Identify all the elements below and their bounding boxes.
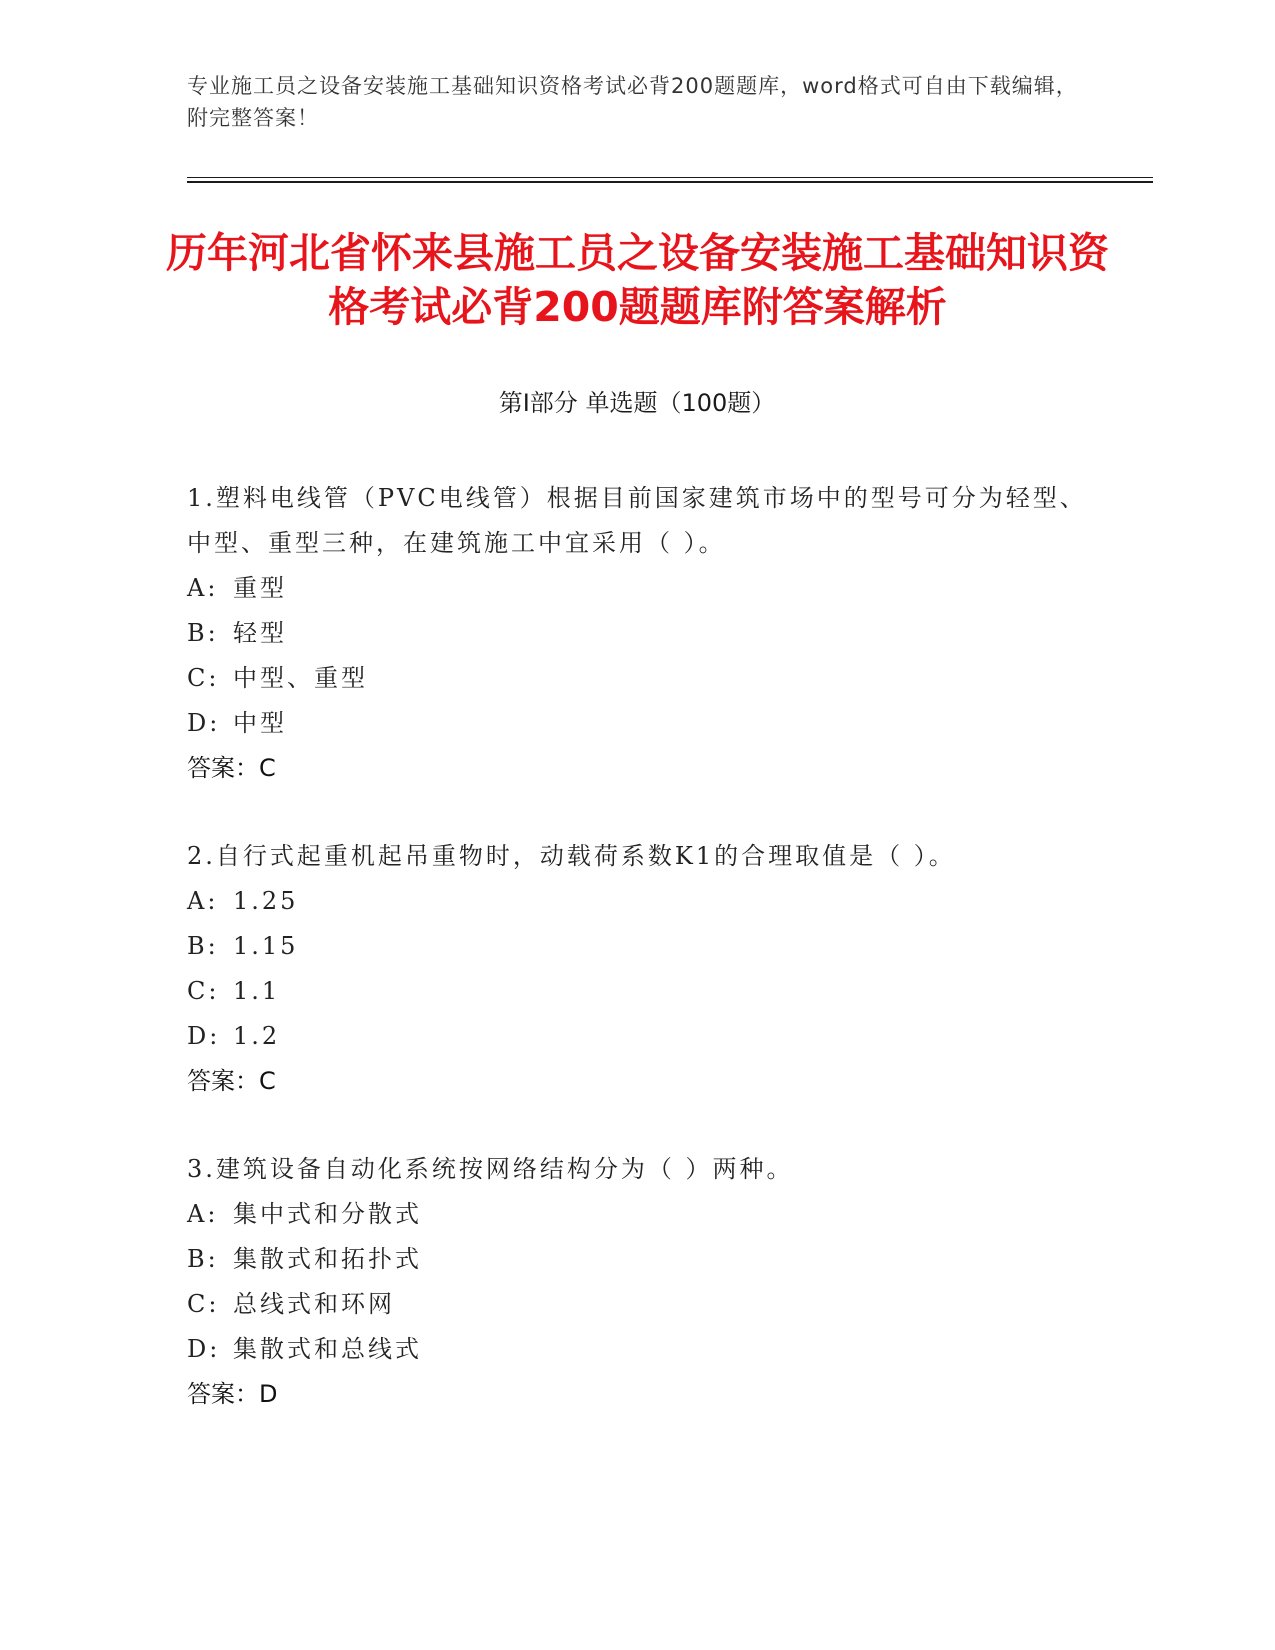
- question-stem: 2.自行式起重机起吊重物时，动载荷系数K1的合理取值是（ ）。: [187, 842, 956, 870]
- header-divider-thin: [187, 177, 1153, 178]
- option-text: 集中式和分散式: [233, 1200, 422, 1228]
- question-option: [187, 1192, 1087, 1237]
- document-title: 历年河北省怀来县施工员之设备安装施工基础知识资格考试必背200题题库附答案解析: [166, 229, 1109, 331]
- question-answer: [187, 746, 1087, 791]
- question-option: [187, 924, 1087, 969]
- option-text: 集散式和总线式: [233, 1335, 422, 1363]
- option-text: 1.2: [233, 1022, 281, 1050]
- question-option: [187, 656, 1087, 701]
- question-answer: [187, 1059, 1087, 1104]
- question-list: [187, 476, 1087, 1417]
- question-item: [187, 1147, 1087, 1417]
- option-letter: D:: [187, 709, 221, 737]
- option-letter: B:: [187, 619, 219, 647]
- header-note: 专业施工员之设备安装施工基础知识资格考试必背200题题库，word格式可自由下载编辑，附完整答案！: [187, 74, 1078, 130]
- option-letter: D:: [187, 1335, 221, 1363]
- option-text: 集散式和拓扑式: [233, 1245, 422, 1273]
- question-stem: 1.塑料电线管（PVC电线管）根据目前国家建筑市场中的型号可分为轻型、中型、重型三种，在建筑施工中宜采用（ ）。: [187, 484, 1087, 557]
- question-option: [187, 1327, 1087, 1372]
- option-text: 轻型: [233, 619, 287, 647]
- question-option: [187, 1237, 1087, 1282]
- question-spacer: [187, 1104, 1087, 1147]
- option-letter: B:: [187, 1245, 219, 1273]
- option-text: 中型: [233, 709, 287, 737]
- option-text: 1.15: [233, 932, 299, 960]
- answer-value: D: [259, 1380, 278, 1408]
- option-text: 中型、重型: [233, 664, 368, 692]
- option-letter: C:: [187, 1290, 220, 1318]
- question-option: [187, 1282, 1087, 1327]
- answer-prefix: 答案：: [187, 1380, 259, 1408]
- option-text: 1.1: [233, 977, 281, 1005]
- section-title: 第Ⅰ部分 单选题（100题）: [498, 389, 776, 417]
- option-text: 重型: [233, 574, 287, 602]
- option-text: 总线式和环网: [233, 1290, 395, 1318]
- answer-prefix: 答案：: [187, 754, 259, 782]
- question-spacer: [187, 791, 1087, 834]
- answer-value: C: [259, 1067, 276, 1095]
- question-option: [187, 566, 1087, 611]
- answer-prefix: 答案：: [187, 1067, 259, 1095]
- option-letter: C:: [187, 977, 220, 1005]
- question-option: [187, 969, 1087, 1014]
- option-letter: B:: [187, 932, 219, 960]
- option-letter: A:: [187, 1200, 219, 1228]
- question-item: [187, 476, 1087, 791]
- question-option: [187, 701, 1087, 746]
- option-letter: A:: [187, 887, 219, 915]
- option-letter: D:: [187, 1022, 221, 1050]
- question-option: [187, 879, 1087, 924]
- header-divider-thick: [187, 181, 1153, 183]
- answer-value: C: [259, 754, 276, 782]
- option-letter: C:: [187, 664, 220, 692]
- option-letter: A:: [187, 574, 219, 602]
- question-option: [187, 611, 1087, 656]
- question-item: [187, 834, 1087, 1104]
- question-option: [187, 1014, 1087, 1059]
- question-stem: 3.建筑设备自动化系统按网络结构分为（ ）两种。: [187, 1155, 794, 1183]
- question-answer: [187, 1372, 1087, 1417]
- option-text: 1.25: [233, 887, 299, 915]
